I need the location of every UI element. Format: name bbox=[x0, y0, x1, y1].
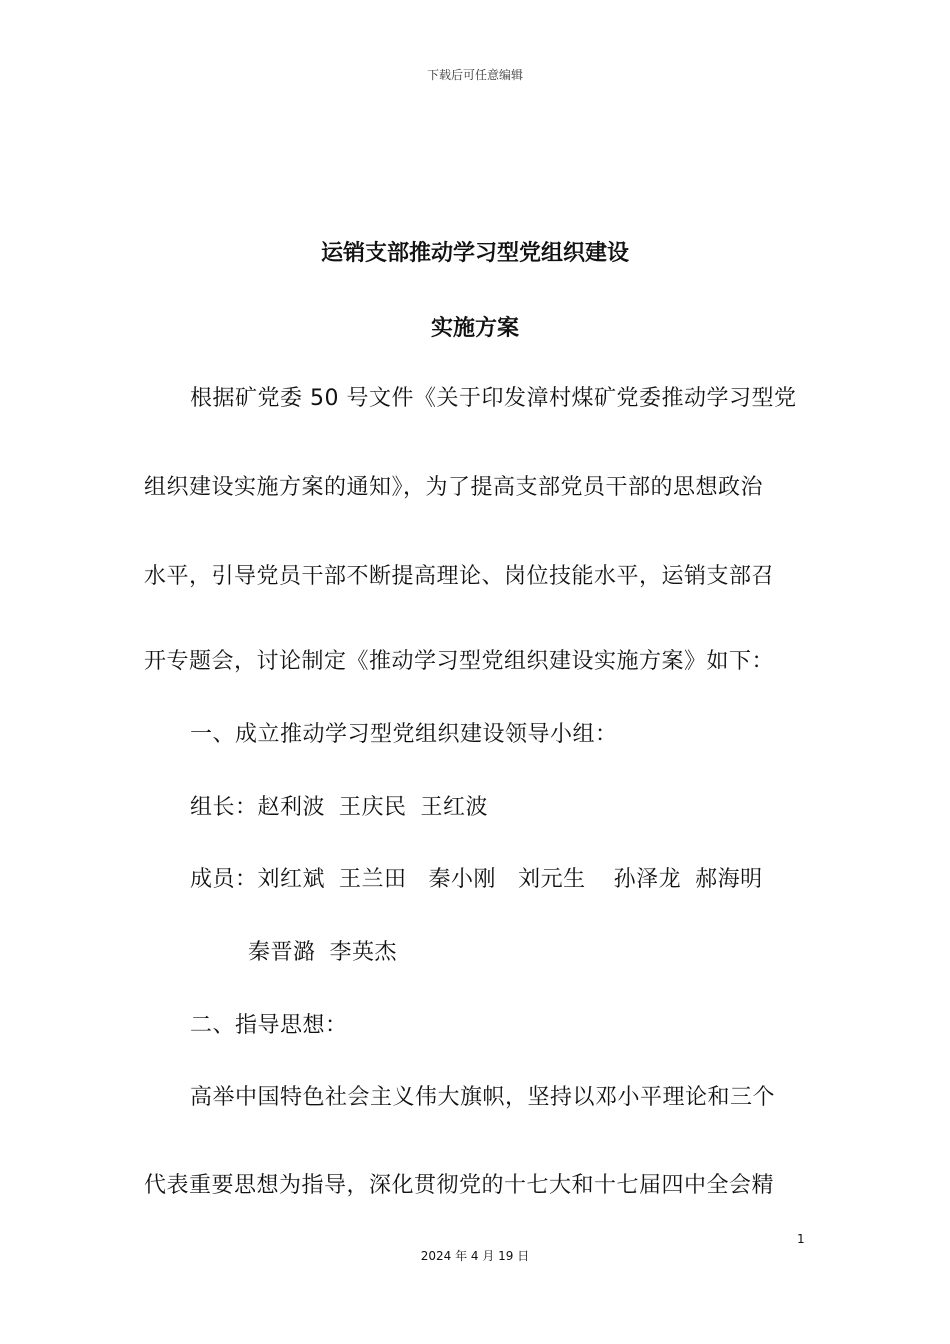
leader-name: 王庆民 bbox=[339, 795, 407, 820]
intro-paragraph-line: 水平，引导党员干部不断提高理论、岗位技能水平，运销支部召 bbox=[144, 564, 775, 589]
leader-name: 赵利波 bbox=[257, 795, 326, 820]
page-number: 1 bbox=[797, 1232, 805, 1246]
document-subtitle: 实施方案 bbox=[430, 316, 519, 341]
leader-name: 王红波 bbox=[420, 795, 489, 820]
member-name: 刘红斌 bbox=[257, 867, 326, 892]
leaders-line bbox=[190, 790, 488, 821]
header-note: 下载后可任意编辑 bbox=[426, 68, 523, 82]
footer-date: 2024 年 4 月 19 日 bbox=[420, 1249, 530, 1263]
leaders-label: 组长： bbox=[190, 795, 258, 820]
guiding-ideology-line: 高举中国特色社会主义伟大旗帜，坚持以邓小平理论和三个 bbox=[190, 1085, 776, 1110]
member-name: 李英杰 bbox=[329, 940, 398, 965]
section-heading-leadership-group: 一、成立推动学习型党组织建设领导小组： bbox=[190, 722, 618, 747]
intro-paragraph-line: 开专题会，讨论制定《推动学习型党组织建设实施方案》如下： bbox=[144, 649, 775, 674]
member-name: 郝海明 bbox=[695, 867, 763, 892]
section-heading-guiding-ideology: 二、指导思想： bbox=[190, 1013, 348, 1038]
member-name: 秦晋潞 bbox=[248, 940, 316, 965]
document-title: 运销支部推动学习型党组织建设 bbox=[320, 241, 629, 266]
intro-paragraph-line: 组织建设实施方案的通知》，为了提高支部党员干部的思想政治 bbox=[144, 475, 764, 500]
intro-paragraph-line: 根据矿党委 50 号文件《关于印发漳村煤矿党委推动学习型党 bbox=[190, 386, 797, 411]
member-name: 秦小刚 bbox=[428, 867, 497, 892]
members-label: 成员： bbox=[190, 867, 258, 892]
members-line-continued bbox=[248, 935, 397, 966]
guiding-ideology-line: 代表重要思想为指导，深化贯彻党的十七大和十七届四中全会精 bbox=[144, 1173, 775, 1198]
member-name: 王兰田 bbox=[339, 867, 407, 892]
member-name: 刘元生 bbox=[518, 867, 586, 892]
member-name: 孙泽龙 bbox=[613, 867, 682, 892]
members-line bbox=[190, 862, 763, 893]
